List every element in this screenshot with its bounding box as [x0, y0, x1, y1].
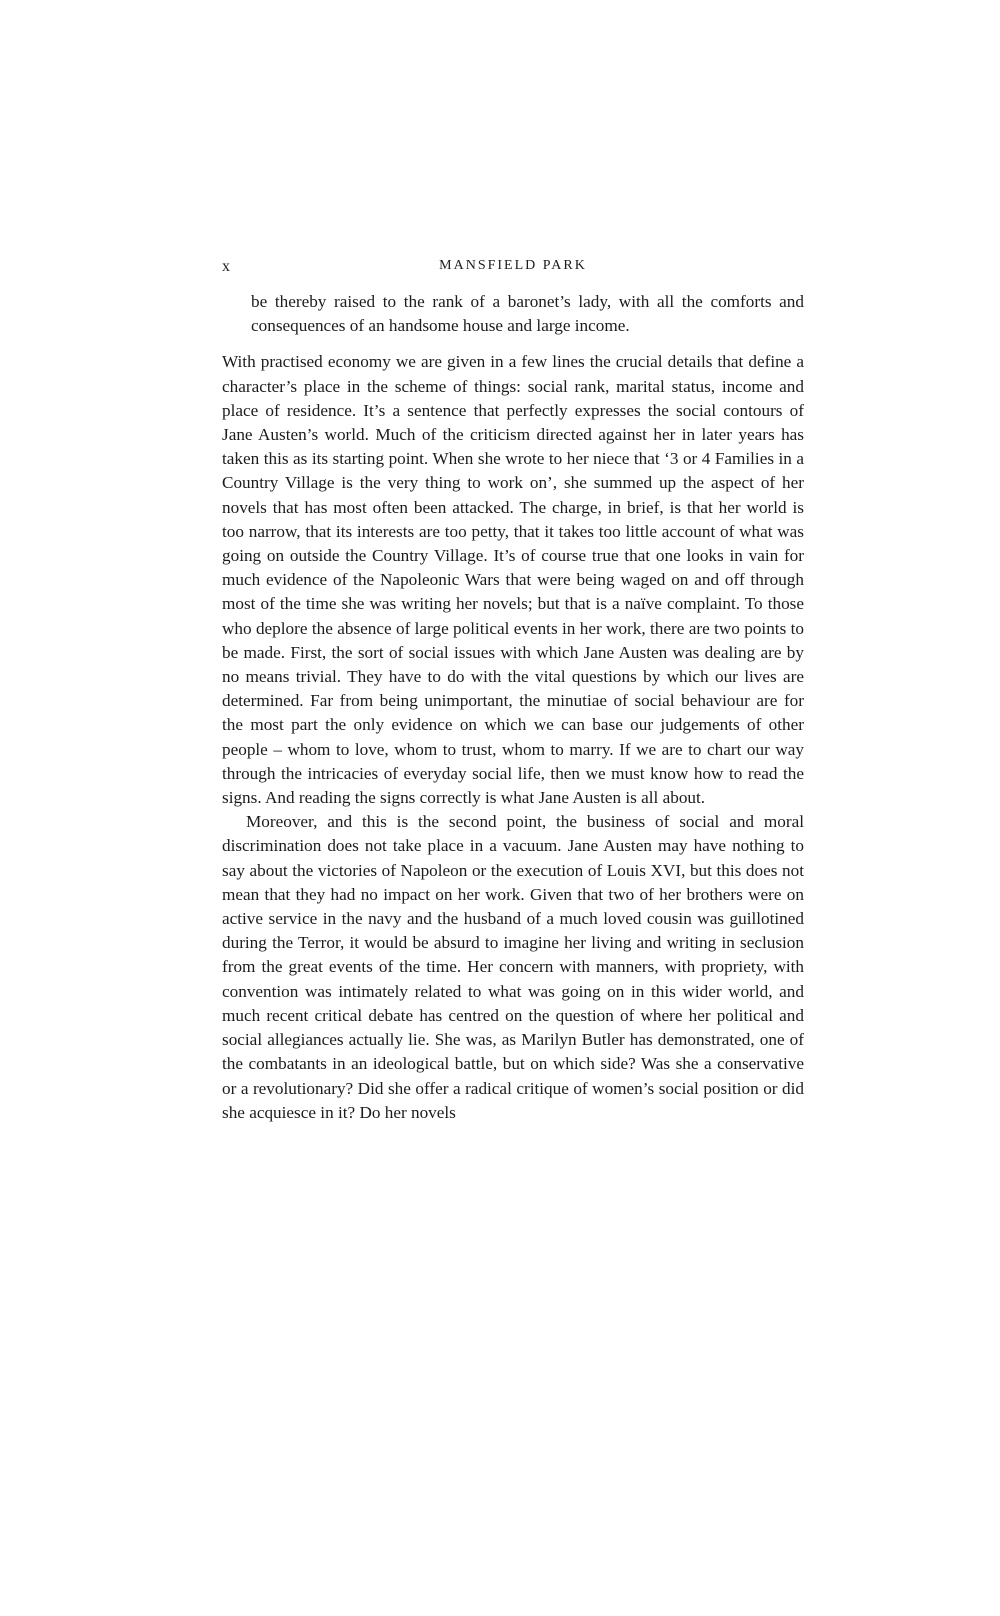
block-quote: be thereby raised to the rank of a baronet’s lady, with all the comforts and consequences of an handsome house and large income.	[251, 292, 804, 336]
body-paragraph-1: With practised economy we are given in a few lines the crucial details that define a character’s place in the scheme of things: social rank, marital status, income and place of residence. It’s a sentence that perfectly expresses the social contours of Jane Austen’s world. Much of the criticism directed against her in later years has taken this as its starting point. When she wrote to her niece that ‘3 or 4 Families in a Country Village is the very thing to work on’, she summed up the aspect of her novels that has most often been attacked. The charge, in brief, is that her world is too narrow, that its interests are too petty, that it takes too little account of what was going on outside the Country Village. It’s of course true that one looks in vain for much evidence of the Napoleonic Wars that were being waged on and off through most of the time she was writing her novels; but that is a naïve complaint. To those who deplore the absence of large political events in her work, there are two points to be made. First, the sort of social issues with which Jane Austen was dealing are by no means trivial. They have to do with the vital questions by which our lives are determined. Far from being unimportant, the minutiae of social behaviour are for the most part the only evidence on which we can base our judgements of other people – whom to love, whom to trust, whom to marry. If we are to chart our way through the intricacies of everyday social life, then we must know how to read the signs. And reading the signs correctly is what Jane Austen is all about.	[222, 352, 804, 808]
running-head	[222, 258, 804, 282]
page-number: x	[222, 258, 231, 275]
book-page	[222, 258, 804, 1125]
body-paragraph-2: Moreover, and this is the second point, the business of social and moral discrimination does not take place in a vacuum. Jane Austen may have nothing to say about the victories of Napoleon or the execution of Louis XVI, but this does not mean that they had no impact on her work. Given that two of her brothers were on active service in the navy and the husband of a much loved cousin was guillotined during the Terror, it would be absurd to imagine her living and writing in seclusion from the great events of the time. Her concern with manners, with propriety, with convention was intimately related to what was going on in this wider world, and much recent critical debate has centred on the question of where her political and social allegiances actually lie. She was, as Marilyn Butler has demonstrated, one of the combatants in an ideological battle, but on which side? Was she a conservative or a revolutionary? Did she offer a radical critique of women’s social position or did she acquiesce in it? Do her novels	[222, 812, 804, 1122]
running-title: MANSFIELD PARK	[439, 258, 587, 273]
